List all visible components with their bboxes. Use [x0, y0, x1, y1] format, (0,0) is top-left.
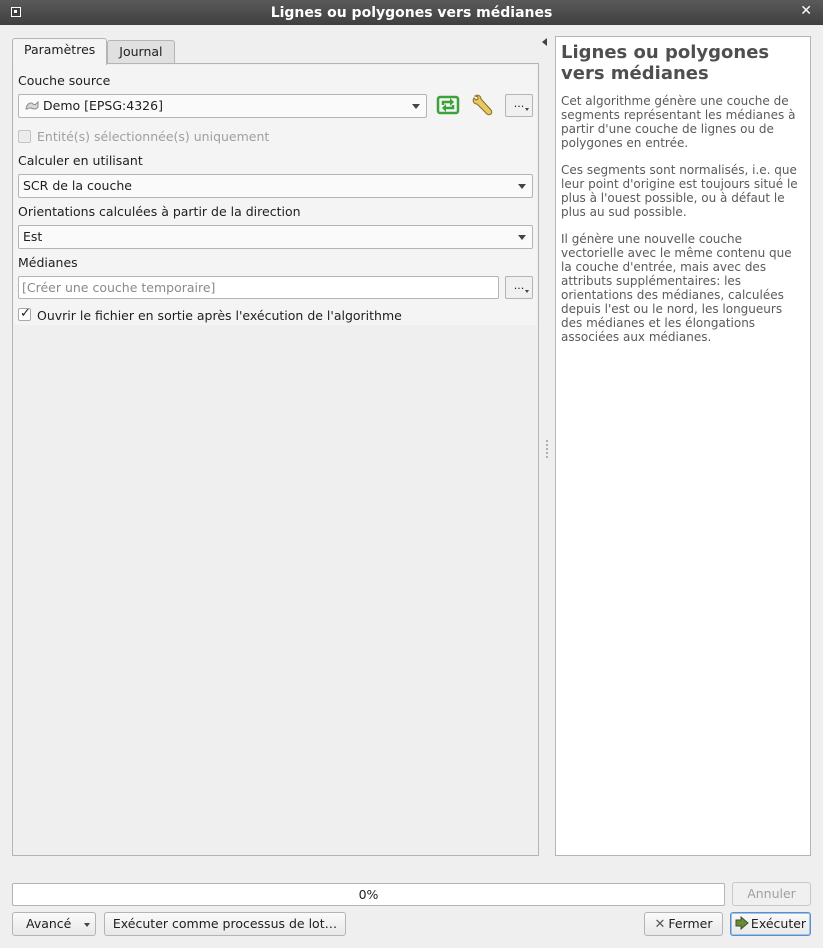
line-layer-icon [24, 100, 40, 112]
advanced-options-button[interactable] [470, 93, 496, 117]
selected-only-checkbox[interactable] [18, 130, 31, 143]
calc-using-value: SCR de la couche [23, 178, 132, 193]
batch-run-button[interactable]: Exécuter comme processus de lot… [104, 912, 346, 936]
cancel-button[interactable]: Annuler [732, 882, 811, 906]
more-label: ... [513, 279, 525, 292]
wrench-icon [470, 93, 496, 117]
help-panel [555, 36, 811, 856]
run-icon [735, 916, 749, 930]
chevron-down-icon [84, 923, 90, 927]
dropdown-arrow-icon [525, 290, 529, 293]
more-label: ... [513, 97, 525, 110]
close-label: Fermer [668, 916, 713, 931]
window-menu-icon[interactable] [11, 7, 21, 17]
advanced-label: Avancé [26, 916, 72, 931]
close-icon: ✕ [654, 917, 666, 932]
progress-bar [12, 883, 725, 906]
run-label: Exécuter [750, 916, 807, 931]
iterate-features-button[interactable] [435, 93, 461, 117]
advanced-button[interactable] [12, 912, 96, 936]
tab-journal[interactable]: Journal [107, 40, 174, 64]
output-label: Médianes [18, 255, 78, 270]
run-button[interactable] [730, 912, 811, 936]
progress-text: 0% [358, 887, 379, 902]
chevron-down-icon [518, 235, 526, 240]
close-window-icon[interactable]: ✕ [800, 3, 812, 19]
orientation-combo[interactable] [18, 225, 533, 249]
help-paragraph-3: Il génère une nouvelle couche vectorielle avec le même contenu que la couche d'entrée, mais avec des attributs supplémentaires: les orientations des médianes, calculées depuis l'est ou le nord, les longueurs des médianes et les élongations associées aux médianes. [561, 232, 792, 344]
help-paragraph-1: Cet algorithme génère une couche de segments représentant les médianes à partir d'une couche de lignes ou de polygones en entrée. [561, 94, 796, 150]
tab-parametres[interactable]: Paramètres [12, 38, 107, 65]
calc-using-combo[interactable] [18, 174, 533, 198]
close-button[interactable] [644, 912, 723, 936]
orientation-value: Est [23, 229, 43, 244]
source-layer-combo[interactable] [18, 94, 427, 118]
source-more-button[interactable] [505, 94, 533, 117]
orientation-label: Orientations calculées à partir de la direction [18, 204, 301, 219]
collapse-help-icon[interactable] [542, 38, 547, 46]
window-title: Lignes ou polygones vers médianes [270, 4, 553, 21]
chevron-down-icon [412, 104, 420, 109]
tab-bar [12, 38, 175, 64]
output-more-button[interactable] [505, 276, 533, 299]
title-bar [0, 0, 823, 25]
reload-icon [435, 93, 461, 117]
open-after-checkbox[interactable] [18, 308, 31, 321]
source-layer-value: Demo [EPSG:4326] [43, 98, 163, 113]
calc-using-label: Calculer en utilisant [18, 153, 143, 168]
help-paragraph-2: Ces segments sont normalisés, i.e. que leur point d'origine est toujours situé le plus à l'ouest possible, ou à défaut le plus au sud possible. [561, 163, 798, 219]
chevron-down-icon [518, 184, 526, 189]
source-layer-label: Couche source [18, 73, 111, 88]
open-after-label: Ouvrir le fichier en sortie après l'exécution de l'algorithme [37, 308, 402, 323]
dropdown-arrow-icon [525, 108, 529, 111]
selected-only-label: Entité(s) sélectionnée(s) uniquement [37, 129, 270, 144]
splitter-handle[interactable] [546, 440, 548, 458]
output-field[interactable]: [Créer une couche temporaire] [18, 276, 499, 299]
help-title: Lignes ou polygones vers médianes [561, 42, 770, 84]
